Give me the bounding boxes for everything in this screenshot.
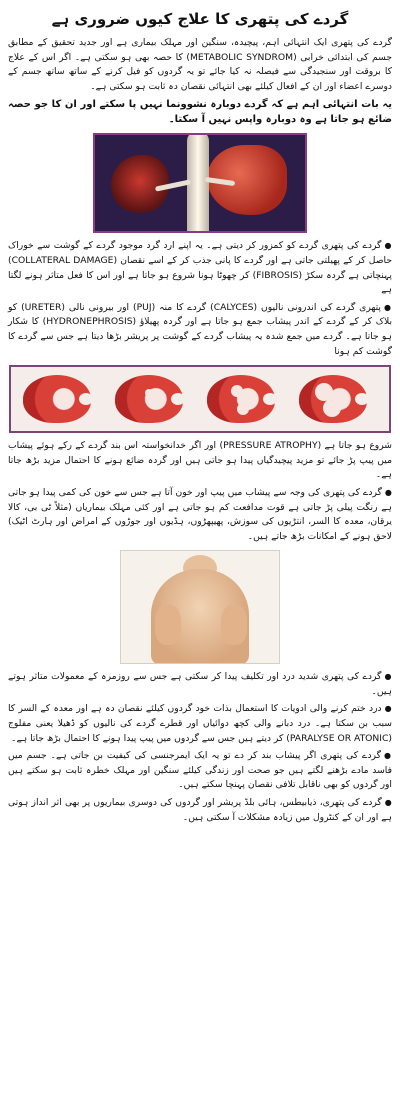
- bullet-paragraph: ● گردے کی پتھری کی وجہ سے پیشاب میں پیپ اور خون آتا ہے جس سے خون کی کمی پیدا ہو جاتی ہے رنگت پیلی پڑ جاتی ہے قوت مدافعت کم ہو جاتی ہے اور کئی مہلک بیماریاں (مثلاً ٹی بی، کالا یرقان، معدہ کا السر، انتڑیوں کی سوزش، پھیپھڑوں، ہڈیوں اور جوڑوں کے امراض اور ہارٹ اٹیک) لاحق ہونے کے امکانات بڑھ جاتے ہیں۔: [8, 486, 392, 544]
- bullet-paragraph: ● درد ختم کرنے والی ادویات کا استعمال بذات خود گردوں کیلئے نقصان دہ ہے اور معدہ کے السر کا سبب بن سکتا ہے۔ درد دبانے والی کچھ دوائیاں اور قطرے گردے کی نالیوں کو ڈھیلا یعنی مفلوج (PARALYSE OR ATONIC) کر دیتے ہیں جس سے گردوں میں پیپ پیدا ہونے کا احتمال بڑھ جاتا ہے۔: [8, 702, 392, 746]
- bullet-paragraph: ● گردے کی پتھری شدید درد اور تکلیف پیدا کر سکتی ہے جس سے روزمرہ کے معمولات متاثر ہوتے ہیں۔: [8, 670, 392, 699]
- bullet-paragraph: ● گردے کی پتھری گردے کو کمزور کر دیتی ہے۔ یہ اپنے ارد گرد موجود گردے کے گوشت سے خوراک حاصل کر کے پھیلتی جاتی ہے اور گردے کا پانی جذب کر کے اسے نقصان (COLLATERAL DAMAGE) پہنچاتی ہے گردہ سکڑ (FIBROSIS) کر چھوٹا ہونا شروع ہو جاتا ہے اور اس کا فعل متاثر ہونے لگتا ہے: [8, 239, 392, 297]
- continued-paragraph: شروع ہو جاتا ہے (PRESSURE ATROPHY) اور اگر خدانخواستہ اس بند گردے کے رکے ہوئے پیشاب میں پیپ پڑ جائے تو مزید پیچیدگیاں پیدا ہو جاتی ہیں اور گردہ ضائع ہونے کا احتمال مزید بڑھ جاتا ہے۔: [8, 440, 393, 481]
- left-kidney-shape: [111, 155, 169, 213]
- bullet-paragraph: ● گردے کی پتھری، ذیابیطس، ہائی بلڈ پریشر اور گردوں کی دوسری بیماریوں پر بھی اثر انداز ہوتی ہے اور ان کے کنٹرول میں زیادہ مشکلات آ سکتی ہیں۔: [8, 796, 392, 825]
- kidney-section-1: [23, 375, 91, 423]
- intro-paragraph: گردے کی پتھری ایک انتہائی اہم، پیچیدہ، سنگین اور مہلک بیماری ہے اور جدید تحقیق کے مطابق جسم کی ابتدائی خرابی (METABOLIC SYNDROM) کا حصہ بھی ہو سکتی ہے۔ اگر اس کے علاج کا بروقت اور سنجیدگی سے فیصلہ نہ کیا جائے تو یہ گردوں کو فیل کرنے کے ساتھ ساتھ جسم کے دوسرے اعضاء اور ان کے افعال کیلئے بھی انتہائی نقصان دہ ثابت ہو سکتی ہے۔: [8, 37, 393, 92]
- intro-highlight: یہ بات انتہائی اہم ہے کہ گردے دوبارہ نشوونما نہیں پا سکتے اور ان کا جو حصہ ضائع ہو جاتا ہے وہ دوبارہ واپس نہیں آ سکتا۔: [8, 99, 392, 126]
- back-pain-image: [120, 550, 280, 664]
- right-hand-shape: [221, 605, 247, 645]
- kidney-damage-stages-image: [9, 365, 391, 433]
- kidney-anatomy-image: [93, 133, 307, 233]
- left-hand-shape: [155, 605, 181, 645]
- kidney-section-3: [207, 375, 275, 423]
- bullet-paragraph: ● پتھری گردے کی اندرونی نالیوں (CALYCES) گردے کا منہ (PUJ) اور بیرونی نالی (URETER) کو بلاک کر کے گردے کے اندر پیشاب جمع ہو جاتا ہے اور گردہ پھیلاؤ (HYDRONEPHROSIS) کا شکار ہو جاتا ہے۔ گردے میں جمع شدہ یہ پیشاب گردے کے گوشت پر پریشر بڑھا دیتا ہے جس سے گردے کا گوشت کم ہونا: [8, 301, 392, 359]
- bullet-paragraph: ● گردے کی پتھری اگر پیشاب بند کر دے تو یہ ایک ایمرجنسی کی کیفیت بن جاتی ہے۔ جسم میں فاسد مادے بڑھنے لگتے ہیں جو صحت اور زندگی کیلئے سنگین اور مہلک خطرہ ثابت ہو سکتے ہیں اور گردوں کو بھی ناقابل تلافی نقصان پہنچا سکتے ہیں۔: [8, 749, 392, 793]
- kidney-section-4: [299, 375, 367, 423]
- kidney-section-2: [115, 375, 183, 423]
- article-title: گردے کی پتھری کا علاج کیوں ضروری ہے: [51, 10, 349, 28]
